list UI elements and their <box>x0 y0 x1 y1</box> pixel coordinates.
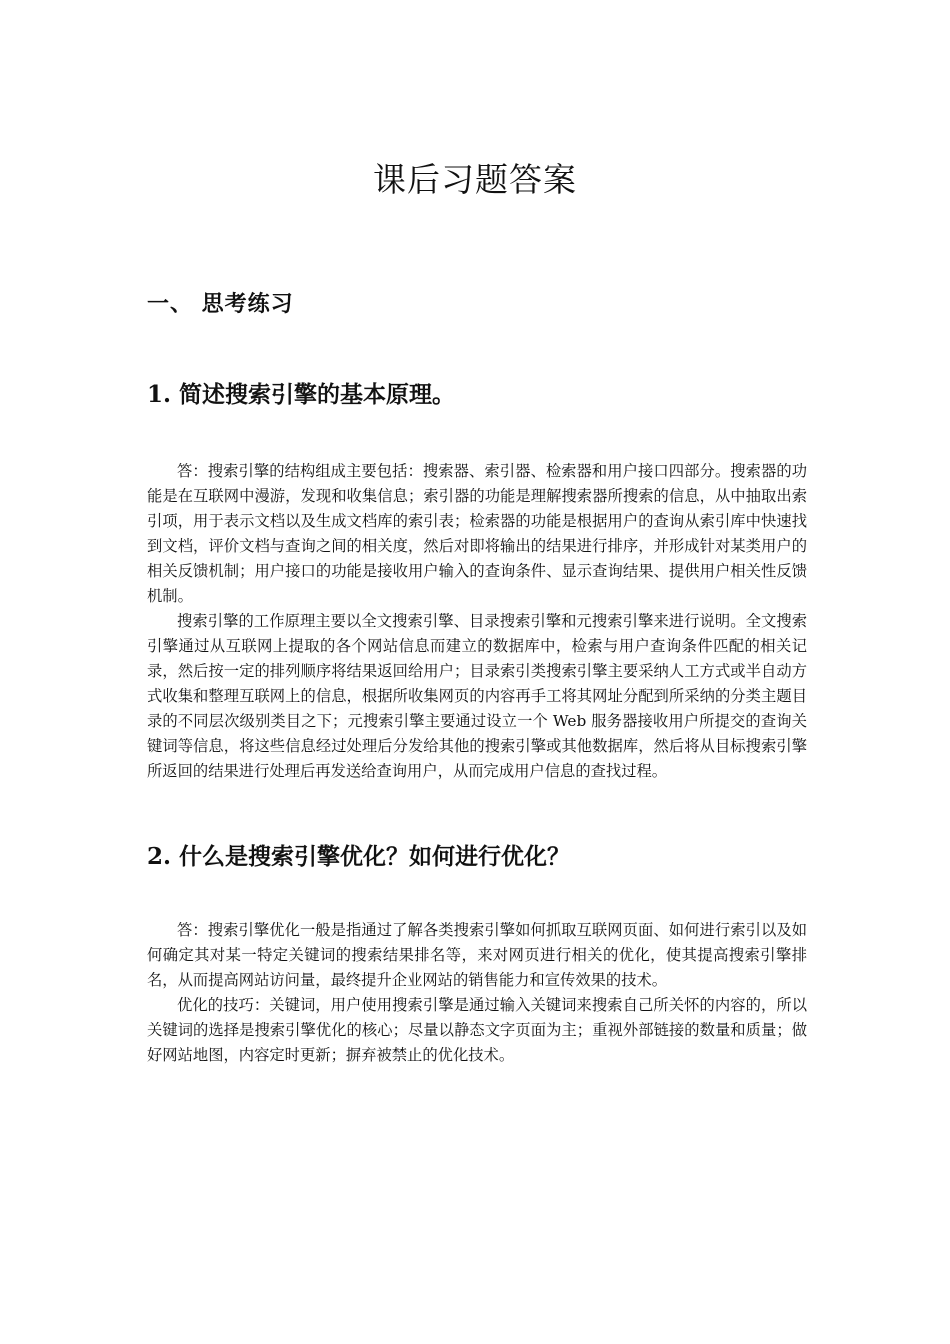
answer-paragraph: 搜索引擎的工作原理主要以全文搜索引擎、目录搜索引擎和元搜索引擎来进行说明。全文搜索引擎通过从互联网上提取的各个网站信息而建立的数据库中，检索与用户查询条件匹配的相关记录，然后按一定的排列顺序将结果返回给用户；目录索引类搜索引擎主要采纳人工方式或半自动方式收集和整理互联网上的信息，根据所收集网页的内容再手工将其网址分配到所采纳的分类主题目录的不同层次级别类目之下；元搜索引擎主要通过设立一个 Web 服务器接收用户所提交的查询关键词等信息，将这些信息经过处理后分发给其他的搜索引擎或其他数据库，然后将从目标搜索引擎所返回的结果进行处理后再发送给查询用户，从而完成用户信息的查找过程。 <box>147 612 807 780</box>
answer-paragraph: 答：搜索引擎优化一般是指通过了解各类搜索引擎如何抓取互联网页面、如何进行索引以及如何确定其对某一特定关键词的搜索结果排名等，来对网页进行相关的优化，使其提高搜索引擎排名，从而提高网站访问量，最终提升企业网站的销售能力和宣传效果的技术。 <box>147 921 807 989</box>
document-title: 课后习题答案 <box>373 160 577 199</box>
question-2-answer <box>147 918 807 1068</box>
section-heading: 一、 思考练习 <box>147 292 294 317</box>
question-1-heading: 1. 简述搜索引擎的基本原理。 <box>147 381 456 408</box>
question-2-heading: 2. 什么是搜索引擎优化？如何进行优化？ <box>147 843 571 870</box>
answer-paragraph: 优化的技巧：关键词，用户使用搜索引擎是通过输入关键词来搜索自己所关怀的内容的，所以关键词的选择是搜索引擎优化的核心；尽量以静态文字页面为主；重视外部链接的数量和质量；做好网站地图，内容定时更新；摒弃被禁止的优化技术。 <box>147 996 807 1064</box>
question-1-answer <box>147 459 807 784</box>
answer-paragraph: 答：搜索引擎的结构组成主要包括：搜索器、索引器、检索器和用户接口四部分。搜索器的功能是在互联网中漫游，发现和收集信息；索引器的功能是理解搜索器所搜索的信息，从中抽取出索引项，用于表示文档以及生成文档库的索引表；检索器的功能是根据用户的查询从索引库中快速找到文档，评价文档与查询之间的相关度，然后对即将输出的结果进行排序，并形成针对某类用户的相关反馈机制；用户接口的功能是接收用户输入的查询条件、显示查询结果、提供用户相关性反馈机制。 <box>147 462 807 605</box>
